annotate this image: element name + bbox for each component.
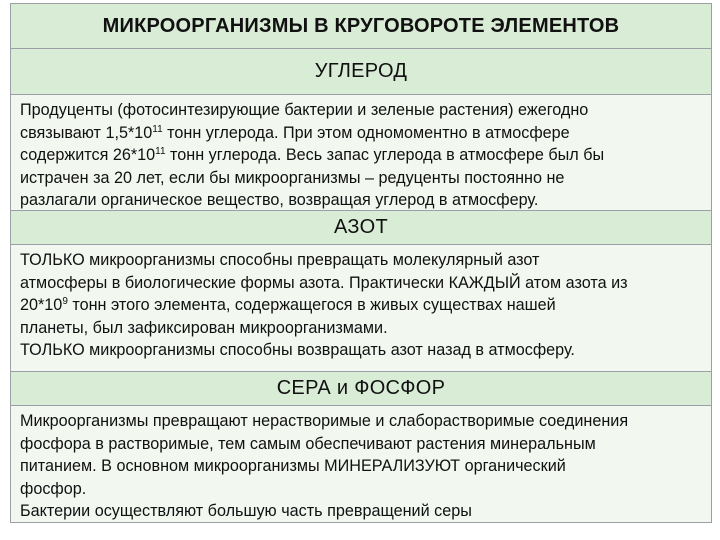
paragraph-line: планеты, был зафиксирован микроорганизмами.: [20, 318, 388, 337]
content-table: [10, 3, 712, 523]
exponent: 11: [155, 146, 166, 157]
paragraph-line: питанием. В основном микроорганизмы МИНЕРАЛИЗУЮТ органический: [20, 457, 566, 475]
exponent: 9: [62, 296, 68, 307]
paragraph-line: Продуценты (фотосинтезирующие бактерии и зеленые растения) ежегодно: [20, 101, 589, 119]
paragraph-line: ТОЛЬКО микроорганизмы способны возвращать азот назад в атмосферу.: [20, 341, 575, 359]
exponent: 11: [152, 123, 163, 135]
paragraph-line: атмосферы в биологические формы азота. Практически КАЖДЫЙ атом азота из: [20, 273, 628, 292]
paragraph-line: [20, 122, 703, 145]
section-heading: АЗОТ: [334, 216, 388, 238]
paragraph-line: Микроорганизмы превращают нерастворимые и слаборастворимые соединения: [20, 412, 629, 430]
text-segment: тонн этого элемента, содержащегося в живых существах нашей: [67, 296, 556, 314]
paragraph-line: разлагали органическое вещество, возвращая углерод в атмосферу.: [20, 191, 539, 209]
paragraph-line: Бактерии осуществляют большую часть превращений серы: [20, 502, 472, 520]
section-header-carbon: [11, 49, 711, 95]
paragraph-line: ТОЛЬКО микроорганизмы способны превращать молекулярный азот: [20, 251, 540, 269]
paragraph-line: [20, 294, 703, 317]
text-segment: содержится 26*10: [20, 146, 156, 164]
paragraph-line: фосфора в растворимые, тем самым обеспечивают растения минеральным: [20, 434, 596, 453]
text-segment: связывают 1,5*10: [20, 123, 153, 142]
section-header-sulfur-phosphorus: [11, 372, 711, 406]
section-heading: УГЛЕРОД: [314, 60, 408, 82]
section-body-nitrogen: [11, 245, 711, 372]
text-segment: тонн углерода. При этом одномоментно в атмосфере: [162, 123, 570, 142]
section-body-sulfur-phosphorus: [11, 406, 711, 522]
section-header-nitrogen: [11, 211, 711, 245]
section-heading: СЕРА и ФОСФОР: [276, 377, 446, 399]
paragraph-line: [20, 144, 703, 167]
paragraph-line: истрачен за 20 лет, если бы микроорганизмы – редуценты постоянно не: [20, 168, 565, 187]
page-title: МИКРООРГАНИЗМЫ В КРУГОВОРОТЕ ЭЛЕМЕНТОВ: [102, 14, 620, 37]
text-segment: 20*10: [20, 296, 63, 314]
text-segment: тонн углерода. Весь запас углерода в атмосфере был бы: [165, 146, 605, 164]
paragraph-line: фосфор.: [20, 479, 87, 498]
section-body-carbon: [11, 95, 711, 211]
title-row: [11, 4, 711, 49]
